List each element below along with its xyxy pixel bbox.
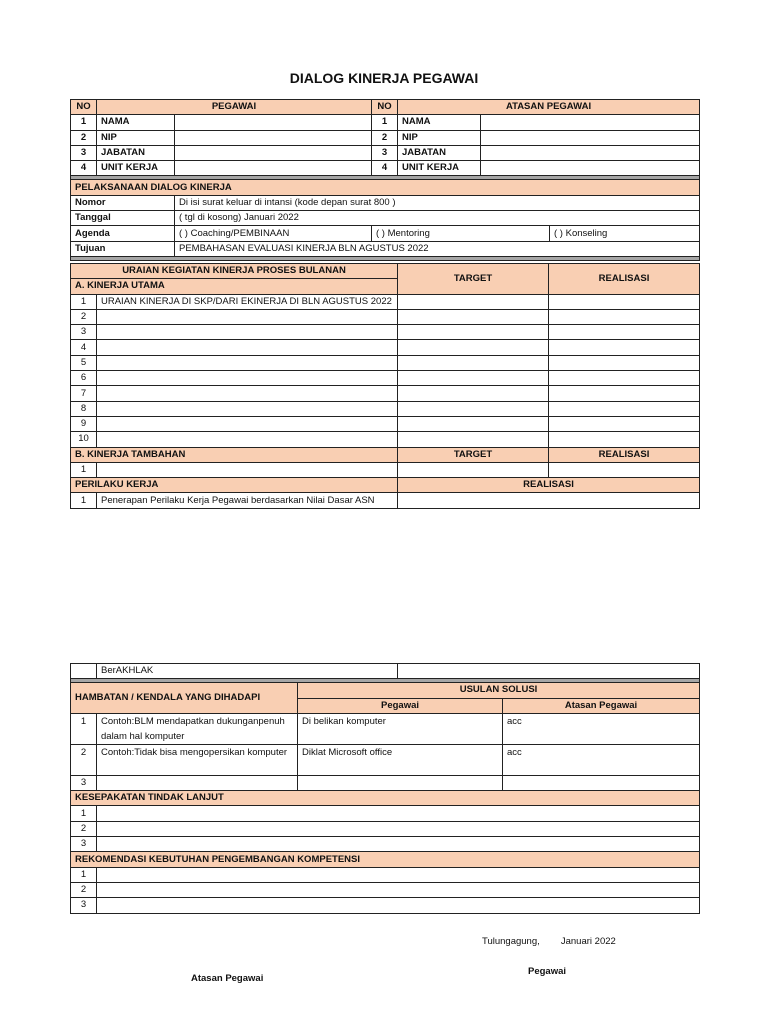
realisasi-header: REALISASI [549, 264, 700, 295]
row-no: 7 [71, 386, 97, 401]
kinerja-utama-row-text[interactable] [97, 432, 398, 447]
row-no: 2 [71, 882, 97, 897]
row-no: 1 [71, 867, 97, 882]
field-label: NIP [97, 130, 175, 145]
row-no: 3 [71, 775, 97, 790]
perilaku-kerja-label: PERILAKU KERJA [71, 478, 398, 493]
row-no: 3 [71, 325, 97, 340]
pegawai-header: PEGAWAI [97, 100, 372, 115]
row-no: 2 [71, 821, 97, 836]
kendala-text[interactable]: Contoh:Tidak bisa mengopersikan komputer [97, 744, 298, 775]
usulan-pegawai-text[interactable]: Diklat Microsoft office [298, 744, 503, 775]
kinerja-utama-row-text[interactable] [97, 416, 398, 431]
realisasi-header: REALISASI [549, 447, 700, 462]
berakhlak-realisasi-cell[interactable] [398, 664, 700, 679]
agenda-mentoring-option[interactable]: ( ) Mentoring [372, 226, 550, 241]
target-cell[interactable] [398, 432, 549, 447]
kinerja-utama-row-text[interactable] [97, 371, 398, 386]
pegawai-jabatan-field[interactable] [175, 145, 372, 160]
row-no: 10 [71, 432, 97, 447]
row-no: 8 [71, 401, 97, 416]
atasan-header: ATASAN PEGAWAI [398, 100, 700, 115]
pegawai-nama-field[interactable] [175, 115, 372, 130]
nomor-field[interactable]: Di isi surat keluar di intansi (kode depan surat 800 ) [175, 195, 700, 210]
usulan-atasan-header: Atasan Pegawai [503, 698, 700, 713]
row-no: 2 [71, 744, 97, 775]
usulan-pegawai-text[interactable]: Di belikan komputer [298, 713, 503, 744]
realisasi-cell[interactable] [549, 371, 700, 386]
nomor-label: Nomor [71, 195, 175, 210]
pelaksanaan-heading: PELAKSANAAN DIALOG KINERJA [71, 180, 700, 195]
kinerja-tambahan-row-text[interactable] [97, 462, 398, 477]
row-no: 1 [71, 713, 97, 744]
bottom-table [70, 663, 700, 914]
kinerja-utama-row-text[interactable] [97, 340, 398, 355]
realisasi-cell[interactable] [549, 325, 700, 340]
hambatan-heading: HAMBATAN / KENDALA YANG DIHADAPI [71, 683, 298, 714]
perilaku-realisasi-cell[interactable] [398, 493, 700, 508]
usulan-atasan-text[interactable] [503, 775, 700, 790]
row-no: 1 [71, 462, 97, 477]
usulan-solusi-header: USULAN SOLUSI [298, 683, 700, 698]
kinerja-utama-row-text[interactable] [97, 386, 398, 401]
kinerja-utama-row-text[interactable] [97, 401, 398, 416]
kinerja-utama-row-text[interactable]: URAIAN KINERJA DI SKP/DARI EKINERJA DI BLN AGUSTUS 2022 [97, 294, 398, 309]
atasan-unit-kerja-field[interactable] [481, 161, 700, 176]
realisasi-cell[interactable] [549, 309, 700, 324]
kesepakatan-row-cell[interactable] [97, 806, 700, 821]
realisasi-cell[interactable] [549, 386, 700, 401]
field-label: UNIT KERJA [97, 161, 175, 176]
document-title: DIALOG KINERJA PEGAWAI [289, 70, 479, 86]
atasan-nip-field[interactable] [481, 130, 700, 145]
row-no: 2 [71, 309, 97, 324]
usulan-atasan-text[interactable]: acc [503, 713, 700, 744]
rekomendasi-row-cell[interactable] [97, 867, 700, 882]
row-no: 3 [71, 898, 97, 913]
atasan-nama-field[interactable] [481, 115, 700, 130]
rekomendasi-row-cell[interactable] [97, 898, 700, 913]
realisasi-cell[interactable] [549, 416, 700, 431]
perilaku-realisasi-header: REALISASI [398, 478, 700, 493]
target-cell[interactable] [398, 325, 549, 340]
row-no: 1 [71, 294, 97, 309]
separator [71, 256, 700, 260]
pegawai-unit-kerja-field[interactable] [175, 161, 372, 176]
usulan-pegawai-header: Pegawai [298, 698, 503, 713]
field-label: NAMA [398, 115, 481, 130]
realisasi-cell[interactable] [549, 355, 700, 370]
realisasi-cell[interactable] [549, 294, 700, 309]
kinerja-utama-row-text[interactable] [97, 309, 398, 324]
row-no: 1 [71, 493, 97, 508]
tanggal-field[interactable]: ( tgl di kosong) Januari 2022 [175, 211, 700, 226]
field-label: UNIT KERJA [398, 161, 481, 176]
kendala-text[interactable]: Contoh:BLM mendapatkan dukunganpenuh dalam hal komputer [97, 713, 298, 744]
row-no: 1 [71, 806, 97, 821]
row-no: 3 [71, 145, 97, 160]
rekomendasi-heading: REKOMENDASI KEBUTUHAN PENGEMBANGAN KOMPETENSI [71, 852, 700, 867]
perilaku-row-text[interactable]: Penerapan Perilaku Kerja Pegawai berdasarkan Nilai Dasar ASN [97, 493, 398, 508]
row-no: 4 [71, 340, 97, 355]
pegawai-nip-field[interactable] [175, 130, 372, 145]
row-no: 9 [71, 416, 97, 431]
row-no: 3 [71, 837, 97, 852]
form-top-table [70, 99, 700, 261]
realisasi-cell[interactable] [549, 401, 700, 416]
realisasi-cell[interactable] [549, 340, 700, 355]
uraian-table [70, 263, 700, 509]
no-header-atasan: NO [372, 100, 398, 115]
rekomendasi-row-cell[interactable] [97, 882, 700, 897]
target-cell[interactable] [398, 340, 549, 355]
row-no: 1 [71, 115, 97, 130]
row-no: 2 [372, 130, 398, 145]
agenda-konseling-option[interactable]: ( ) Konseling [550, 226, 700, 241]
berakhlak-text[interactable]: BerAKHLAK [97, 664, 398, 679]
row-no: 1 [372, 115, 398, 130]
tujuan-label: Tujuan [71, 241, 175, 256]
pegawai-signature-label: Pegawai [528, 966, 567, 977]
realisasi-cell[interactable] [549, 432, 700, 447]
kesepakatan-heading: KESEPAKATAN TINDAK LANJUT [71, 791, 700, 806]
realisasi-cell[interactable] [549, 462, 700, 477]
atasan-jabatan-field[interactable] [481, 145, 700, 160]
target-cell[interactable] [398, 294, 549, 309]
row-no: 4 [372, 161, 398, 176]
target-cell[interactable] [398, 386, 549, 401]
target-cell[interactable] [398, 416, 549, 431]
kesepakatan-row-cell[interactable] [97, 837, 700, 852]
field-label: JABATAN [398, 145, 481, 160]
agenda-label: Agenda [71, 226, 175, 241]
kendala-text[interactable] [97, 775, 298, 790]
kinerja-utama-row-text[interactable] [97, 325, 398, 340]
target-cell[interactable] [398, 462, 549, 477]
target-cell[interactable] [398, 355, 549, 370]
kinerja-tambahan-label: B. KINERJA TAMBAHAN [71, 447, 398, 462]
row-no: 6 [71, 371, 97, 386]
row-no: 5 [71, 355, 97, 370]
berakhlak-no [71, 664, 97, 679]
tanggal-label: Tanggal [71, 211, 175, 226]
kinerja-utama-row-text[interactable] [97, 355, 398, 370]
uraian-heading: URAIAN KEGIATAN KINERJA PROSES BULANAN [71, 264, 398, 279]
field-label: NAMA [97, 115, 175, 130]
row-no: 3 [372, 145, 398, 160]
field-label: JABATAN [97, 145, 175, 160]
target-cell[interactable] [398, 401, 549, 416]
usulan-pegawai-text[interactable] [298, 775, 503, 790]
field-label: NIP [398, 130, 481, 145]
target-cell[interactable] [398, 309, 549, 324]
kinerja-utama-label: A. KINERJA UTAMA [71, 279, 398, 294]
agenda-coaching-option[interactable]: ( ) Coaching/PEMBINAAN [175, 226, 372, 241]
row-no: 2 [71, 130, 97, 145]
row-no: 4 [71, 161, 97, 176]
no-header: NO [71, 100, 97, 115]
kesepakatan-row-cell[interactable] [97, 821, 700, 836]
usulan-atasan-text[interactable]: acc [503, 744, 700, 775]
target-header: TARGET [398, 264, 549, 295]
target-cell[interactable] [398, 371, 549, 386]
tujuan-field[interactable]: PEMBAHASAN EVALUASI KINERJA BLN AGUSTUS 2022 [175, 241, 700, 256]
atasan-signature-label: Atasan Pegawai [191, 973, 264, 984]
target-header: TARGET [398, 447, 549, 462]
place-date: Tulungagung, Januari 2022 [482, 936, 616, 947]
